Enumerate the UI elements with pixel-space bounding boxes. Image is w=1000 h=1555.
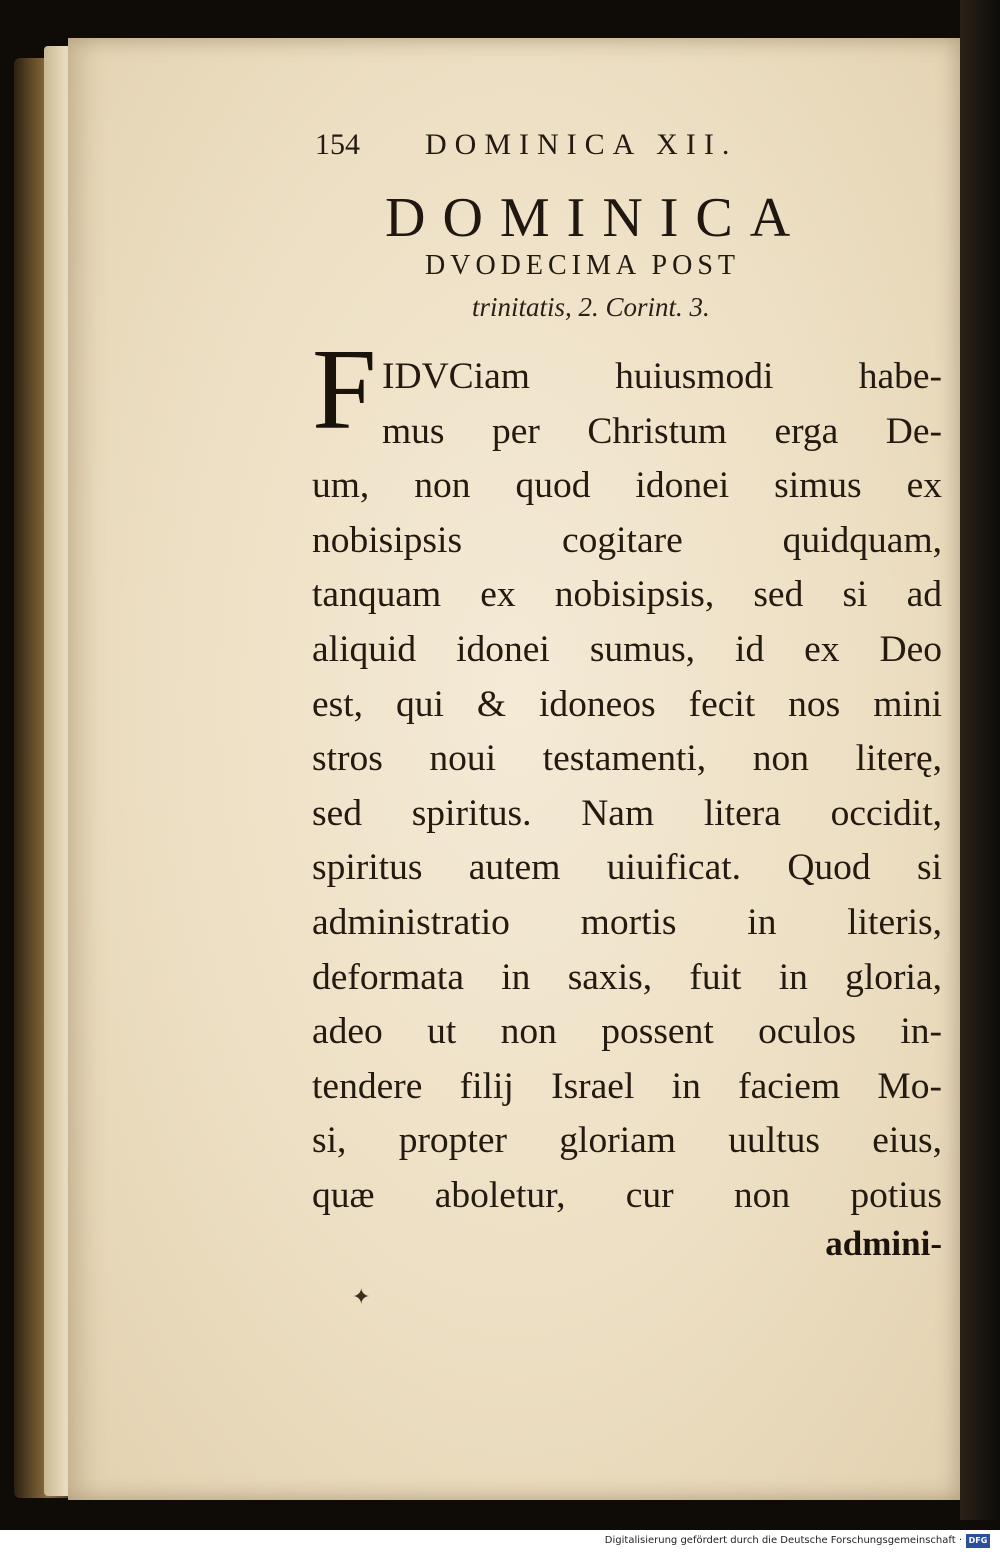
body-text bbox=[312, 350, 942, 1224]
catchword: admini- bbox=[825, 1224, 942, 1263]
drop-cap: F bbox=[312, 326, 377, 454]
text-line: adeo ut non possent oculos in- bbox=[312, 1011, 942, 1053]
text-line: stros noui testamenti, non literę, bbox=[312, 738, 942, 780]
text-line: sed spiritus. Nam litera occidit, bbox=[312, 792, 942, 834]
text-line: tendere filij Israel in faciem Mo- bbox=[312, 1065, 942, 1107]
text-line: mus per Christum erga De- bbox=[382, 410, 942, 452]
page-title: DOMINICA bbox=[385, 187, 808, 249]
text-line: est, qui & idoneos fecit nos mini bbox=[312, 683, 942, 725]
page-subtitle: DVODECIMA POST bbox=[425, 250, 741, 281]
scripture-reference: trinitatis, 2. Corint. 3. bbox=[472, 292, 710, 322]
text-line: deformata in saxis, fuit in gloria, bbox=[312, 956, 942, 998]
text-line: si, propter gloriam uultus eius, bbox=[312, 1120, 942, 1162]
running-title: DOMINICA XII. bbox=[425, 128, 738, 161]
dfg-logo: DFG bbox=[966, 1534, 990, 1548]
text-line: administratio mortis in literis, bbox=[312, 901, 942, 943]
page-number: 154 bbox=[315, 128, 360, 161]
ornament-icon: ✦ bbox=[352, 1284, 371, 1309]
gutter-shadow bbox=[960, 0, 1000, 1520]
text-line: tanquam ex nobisipsis, sed si ad bbox=[312, 574, 942, 616]
running-head bbox=[315, 128, 855, 162]
text-line: IDVCiam huiusmodi habe- bbox=[382, 356, 942, 397]
text-line: um, non quod idonei simus ex bbox=[312, 465, 942, 507]
text-line: spiritus autem uiuificat. Quod si bbox=[312, 847, 942, 889]
digitization-credit: Digitalisierung gefördert durch die Deutsche Forschungsgemeinschaft · bbox=[604, 1535, 962, 1546]
text-line: quæ aboletur, cur non potius bbox=[312, 1174, 942, 1216]
text-line: aliquid idonei sumus, id ex Deo bbox=[312, 628, 942, 670]
text-line: nobisipsis cogitare quidquam, bbox=[312, 519, 942, 561]
